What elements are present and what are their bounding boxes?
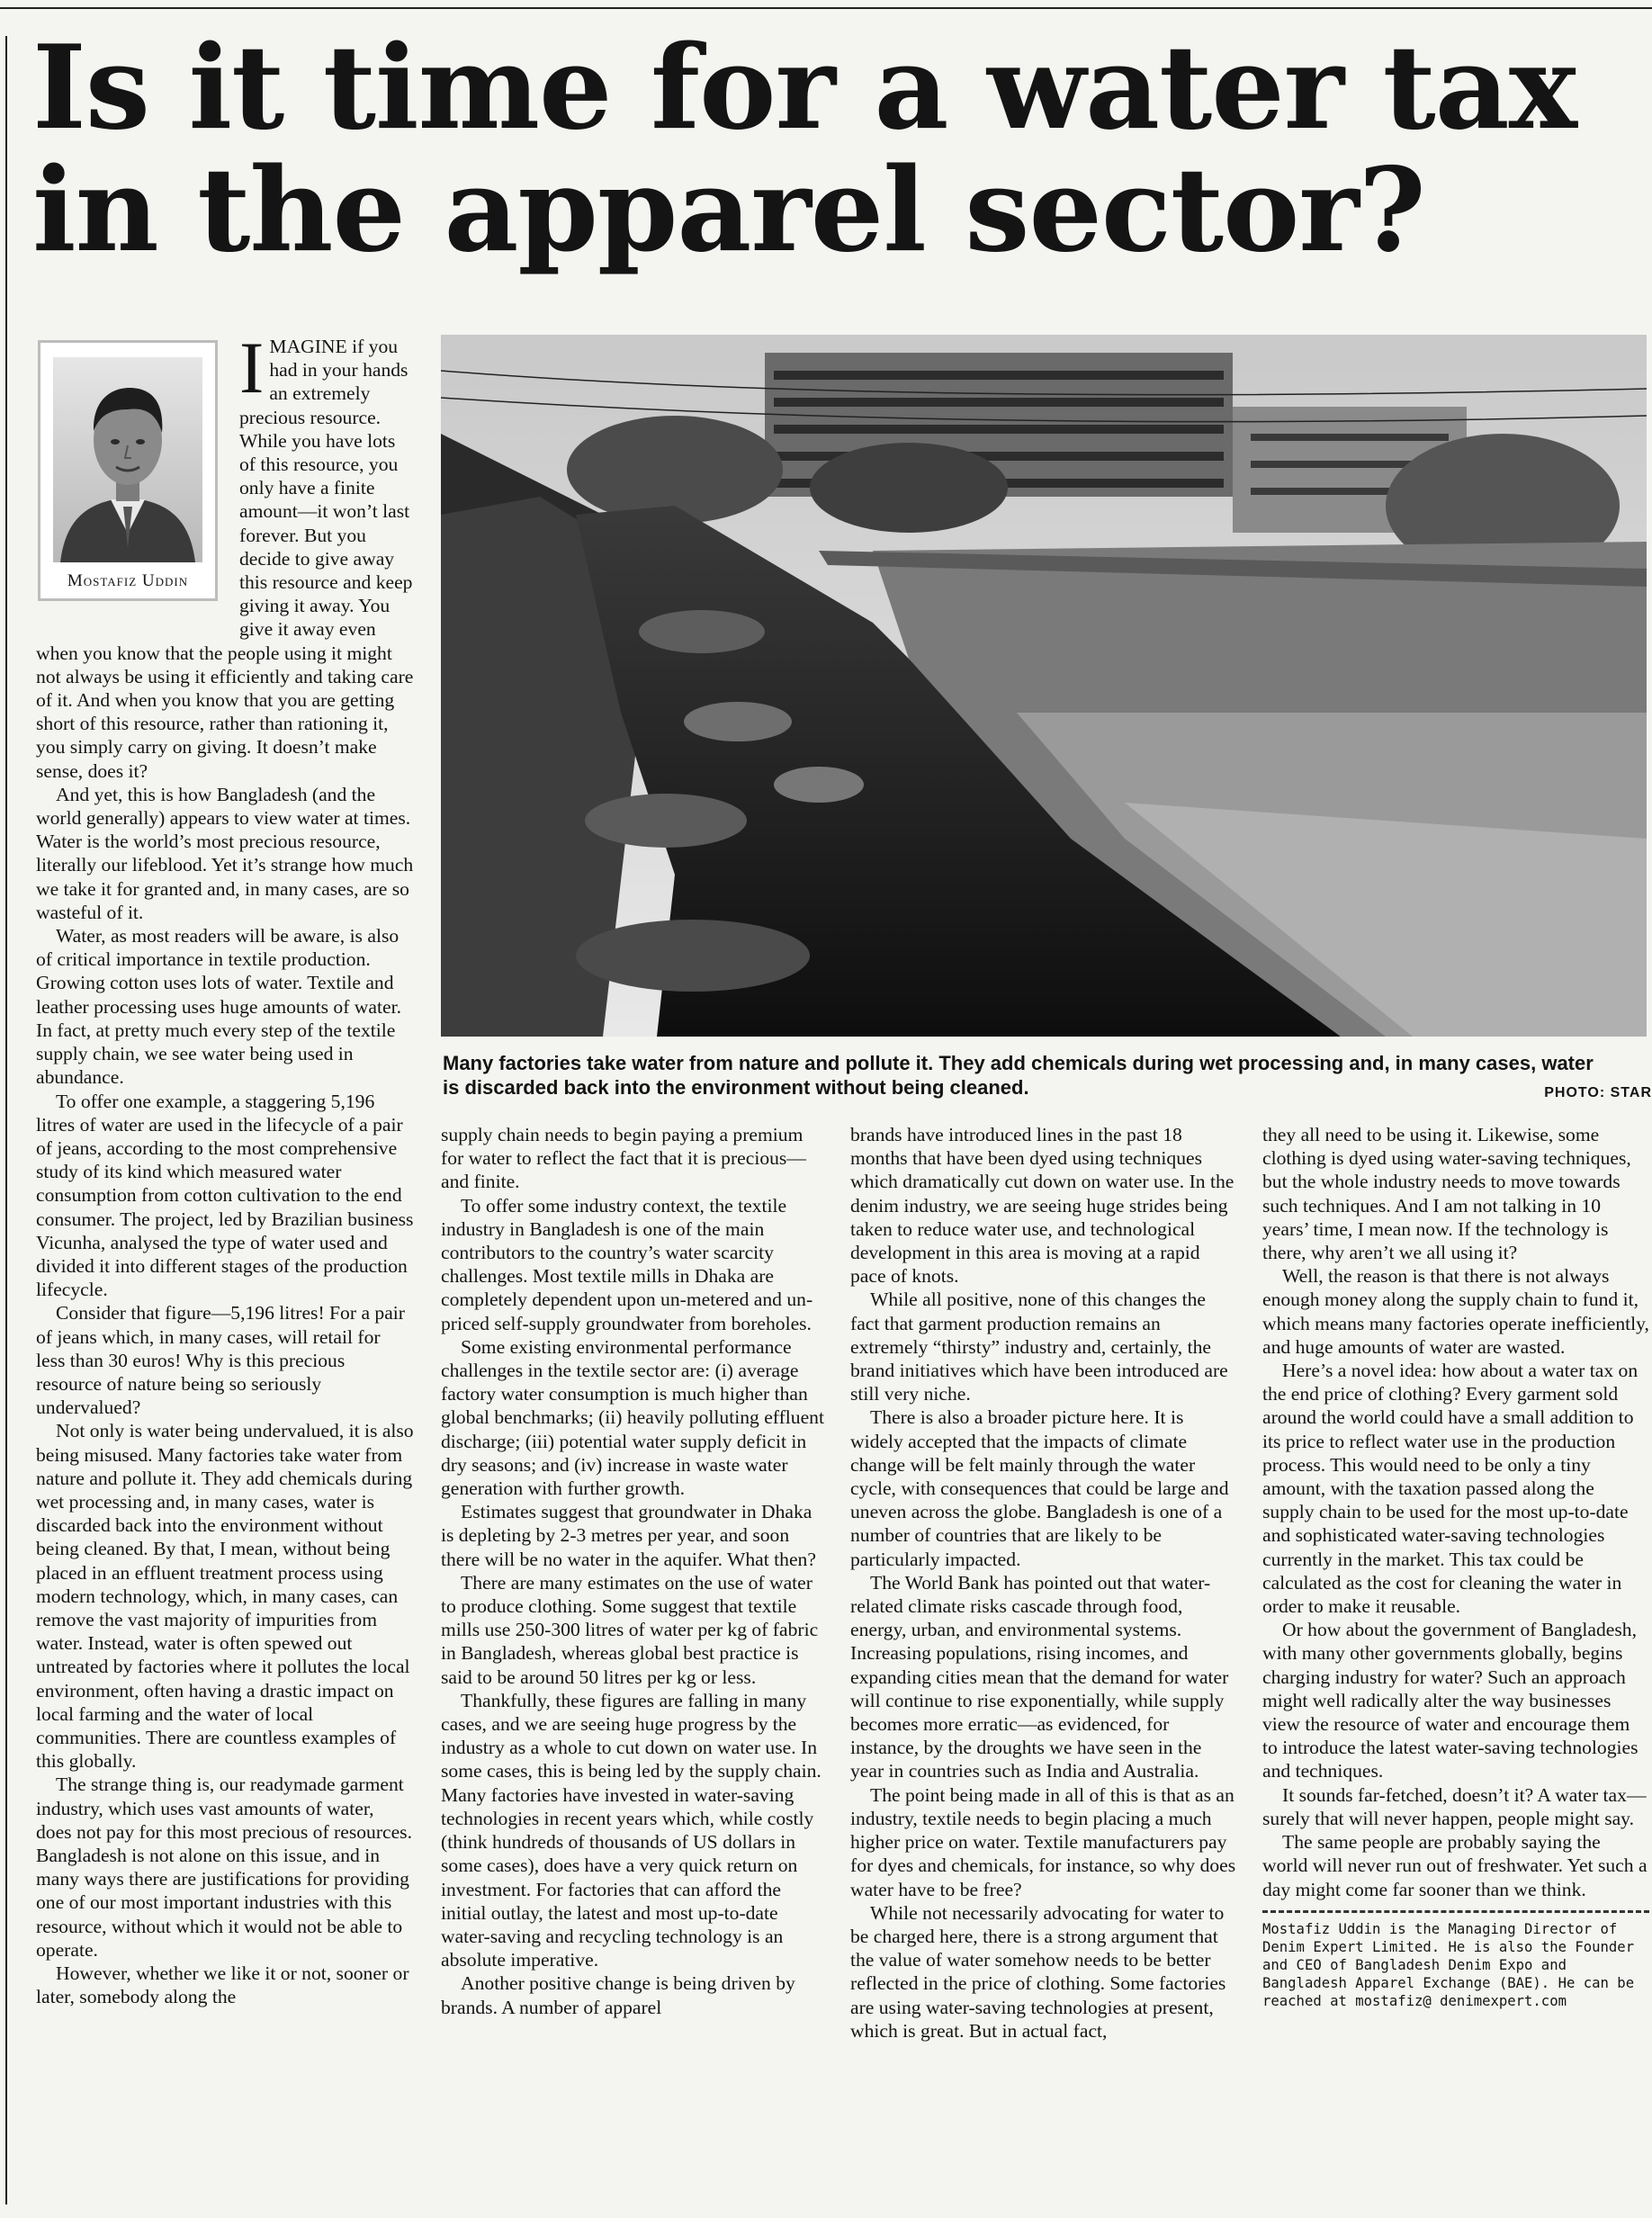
author-photo [53,357,202,562]
paragraph: Water, as most readers will be aware, is also of critical importance in textile production. Growing cotton uses lots of water. Textile and leather processing uses huge amounts of water. In fact, at pretty much every step of the textile supply chain, we see water being used in abundance. [36,925,401,1089]
paragraph: brands have introduced lines in the past 18 months that have been dyed using techniques which dramatically cut down on water use. In the denim industry, we are seeing huge strides being taken to reduce water use, and technological development in this area is moving at a rapid pace of knots. [850,1124,1235,1288]
paragraph: The strange thing is, our readymade garment industry, which uses vast amounts of water, does not pay for this most precious of resources. Bangladesh is not alone on this issue, and in many ways there are justifications for providing one of our most important industries with this resource, without which it would not be able to operate. [36,1774,412,1961]
paragraph: There is also a broader picture here. It is widely accepted that the impacts of climate change will be felt mainly through the water cycle, with consequences that could be large and uneven across the globe. Bangladesh is one of a number of countries that are likely to be particularly impacted. [850,1406,1229,1570]
paragraph: they all need to be using it. Likewise, some clothing is dyed using water-saving techniques, but the whole industry needs to move towards such techniques. And I am not talking in 10 years’ time, I mean now. If the technology is there, why aren’t we all using it? [1262,1124,1631,1264]
paragraph: However, whether we like it or not, sooner or later, somebody along the [36,1962,409,2008]
paragraph: There are many estimates on the use of water to produce clothing. Some suggest that textile mills use 250-300 litres of water per kg of fabric in Bangladesh, whereas global best practice is said to be around 50 litres per kg or less. [441,1571,819,1688]
drop-cap: I [239,327,265,409]
column-3 [850,1123,1237,2043]
photo-caption: Many factories take water from nature and pollute it. They add chemicals during wet processing and, in many cases, water is discarded back into the environment without being cleaned. [443,1052,1594,1099]
paragraph: The World Bank has pointed out that water-related climate risks cascade through food, energy, urban, and environmental systems. Increasing populations, rising incomes, and expanding cities mean that the demand for water will continue to rise exponentially, while supply becomes more erratic—as evidenced, for instance, by the droughts we have seen in the year in countries such as India and Australia. [850,1571,1229,1782]
paragraph: And yet, this is how Bangladesh (and the world generally) appears to view water at times. Water is the world’s most precious resource, literally our lifeblood. Yet it’s strange how much we take it for granted and, in many cases, are so wasteful of it. [36,783,414,923]
paragraph: Or how about the government of Bangladesh, with many other governments globally, begins charging industry for water? Such an approach might well radically alter the way businesses view the resource of water and encourage them to introduce the latest water-saving technologies and techniques. [1262,1619,1639,1782]
paragraph: Another positive change is being driven by brands. A number of apparel [441,1972,795,2018]
top-rule [0,0,1652,9]
author-box [38,340,218,601]
paragraph: Thankfully, these figures are falling in many cases, and we are seeing huge progress by the industry as a whole to cut down on water use. In some cases, this is being led by the supply chain. Many factories have invested in water-saving technologies in recent years which, while costly (think hundreds of thousands of US dollars in some cases), does have a very quick return on investment. For factories that can afford the initial outlay, the latest and most up-to-date water-saving and recycling technology is an absolute imperative. [441,1689,822,1971]
paragraph: While all positive, none of this changes the fact that garment production remains an extremely “thirsty” industry and, certainly, the brand initiatives which have been introduced are still very niche. [850,1289,1228,1405]
column-2 [441,1123,828,2019]
bio-divider [1262,1910,1649,1913]
author-name: Mostafiz Uddin [67,571,189,590]
paragraph: Some existing environmental performance challenges in the textile sector are: (i) average factory water consumption is much higher than global benchmarks; (ii) heavily polluting effluent discharge; (iii) potential water supply deficit in dry seasons; and (iv) increase in waste water generation with further growth. [441,1335,824,1500]
paragraph: Well, the reason is that there is not always enough money along the supply chain to fund it, which means many factories operate inefficiently, and huge amounts of water are wasted. [1262,1265,1649,1358]
paragraph: The same people are probably saying the world will never run out of freshwater. Yet such a day might come far sooner than we think. [1262,1831,1648,1900]
column-4 [1262,1123,1649,2010]
headline: Is it time for a water tax in the apparel sector? [32,21,1576,278]
paragraph: Consider that figure—5,196 litres! For a pair of jeans which, in many cases, will retail for less than 30 euros! Why is this precious resource of nature being so seriously undervalued? [36,1302,406,1419]
paragraph: To offer some industry context, the textile industry in Bangladesh is one of the main contributors to the country’s water scarcity challenges. Most textile mills in Dhaka are completely dependent upon un-metered and un-priced self-supply groundwater from boreholes. [441,1194,813,1334]
left-column-rule [5,36,7,2205]
paragraph: While not necessarily advocating for water to be charged here, there is a strong argument that the value of water somehow needs to be better reflected in the price of clothing. Some factories are using water-saving technologies at present, which is great. But in actual fact, [850,1901,1226,2042]
paragraph: The point being made in all of this is that as an industry, textile needs to begin placing a much higher price on water. Textile manufacturers pay for dyes and chemicals, for instance, so why does water have to be free? [850,1783,1236,1900]
paragraph: To offer one example, a staggering 5,196 litres of water are used in the lifecycle of a pair of jeans, according to the most comprehensive study of its kind which measured water consumption from cotton cultivation to the end consumer. The project, led by Brazilian business Vicunha, analysed the type of water used and divided it into different stages of the production lifecycle. [36,1090,414,1301]
paragraph: Estimates suggest that groundwater in Dhaka is depleting by 2-3 metres per year, and soon there will be no water in the aquifer. What then? [441,1501,816,1570]
paragraph: Not only is water being undervalued, it is also being misused. Many factories take water from nature and pollute it. They add chemicals during wet processing and, in many cases, water is discarded back into the environment without being cleaned. By that, I mean, without being placed in an effluent treatment process using modern technology, which, in many cases, can remove the vast majority of impurities from water. Instead, water is often spewed out untreated by factories where it pollutes the local environment, often having a drastic impact on local farming and the water of local communities. There are countless examples of this globally. [36,1420,414,1773]
river-factory-photo [441,335,1647,1037]
photo-credit: PHOTO: STAR [1544,1085,1652,1100]
intro-paragraph: IMAGINE if you had in your hands an extremely precious resource. While you have lots of this resource, you only have a finite amount—it won’t last forever. But you decide to give away this resource and keep giving it away. You give it away even when you know that the people using it might not always be using it efficiently and taking care of it. And when you know that you are getting short of this resource, rather than rationing it, you simply carry on giving. It doesn’t make sense, does it? [36,327,414,782]
author-bio: Mostafiz Uddin is the Managing Director of Denim Expert Limited. He is also the Founder and CEO of Bangladesh Denim Expo and Bangladesh Apparel Exchange (BAE). He can be reached at mostafiz@ denimexpert.com [1262,1920,1635,2009]
paragraph: Here’s a novel idea: how about a water tax on the end price of clothing? Every garment sold around the world could have a small addition to its price to reflect water use in the production process. This would need to be only a tiny amount, with the taxation passed along the supply chain to be used for the most up-to-date and sophisticated water-saving technologies currently in the market. This tax could be calculated as the cost for cleaning the water in order to make it reusable. [1262,1360,1639,1618]
paragraph: It sounds far-fetched, doesn’t it? A water tax—surely that will never happen, people might say. [1262,1783,1647,1829]
paragraph: supply chain needs to begin paying a premium for water to reflect the fact that it is precious—and finite. [441,1124,806,1193]
